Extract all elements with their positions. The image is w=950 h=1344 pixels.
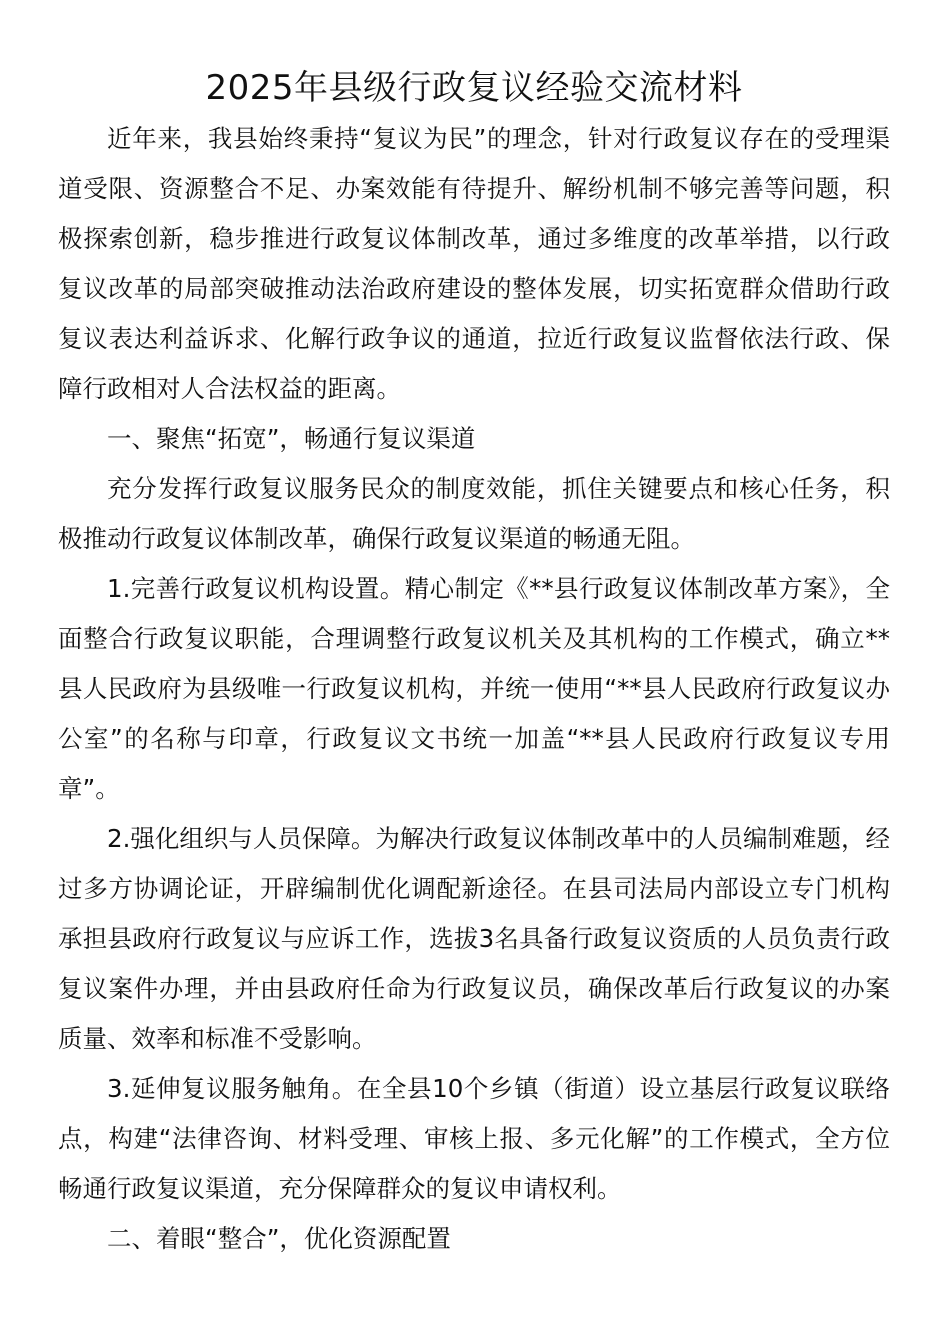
item-2-paragraph: 2.强化组织与人员保障。为解决行政复议体制改革中的人员编制难题，经过多方协调论证，开辟编制优化调配新途径。在县司法局内部设立专门机构承担县政府行政复议与应诉工作，选拔3名具备行政复议资质的人员负责行政复议案件办理，并由县政府任命为行政复议员，确保改革后行政复议的办案质量、效率和标准不受影响。: [58, 824, 890, 1053]
intro-paragraph: 近年来，我县始终秉持“复议为民”的理念，针对行政复议存在的受理渠道受限、资源整合不足、办案效能有待提升、解纷机制不够完善等问题，积极探索创新，稳步推进行政复议体制改革，通过多维度的改革举措，以行政复议改革的局部突破推动法治政府建设的整体发展，切实拓宽群众借助行政复议表达利益诉求、化解行政争议的通道，拉近行政复议监督依法行政、保障行政相对人合法权益的距离。: [58, 124, 890, 403]
section-1-summary-paragraph: 充分发挥行政复议服务民众的制度效能，抓住关键要点和核心任务，积极推动行政复议体制改革，确保行政复议渠道的畅通无阻。: [58, 474, 890, 553]
item-1-paragraph: 1.完善行政复议机构设置。精心制定《**县行政复议体制改革方案》，全面整合行政复议职能，合理调整行政复议机关及其机构的工作模式，确立**县人民政府为县级唯一行政复议机构，并统一使用“**县人民政府行政复议办公室”的名称与印章，行政复议文书统一加盖“**县人民政府行政复议专用章”。: [58, 574, 890, 803]
document-title: 2025年县级行政复议经验交流材料: [205, 68, 743, 108]
section-heading-1: 一、聚焦“拓宽”，畅通行复议渠道: [107, 424, 476, 453]
item-3-paragraph: 3.延伸复议服务触角。在全县10个乡镇（街道）设立基层行政复议联络点，构建“法律咨询、材料受理、审核上报、多元化解”的工作模式，全方位畅通行政复议渠道，充分保障群众的复议申请权利。: [58, 1074, 890, 1203]
section-heading-2: 二、着眼“整合”，优化资源配置: [107, 1224, 451, 1253]
